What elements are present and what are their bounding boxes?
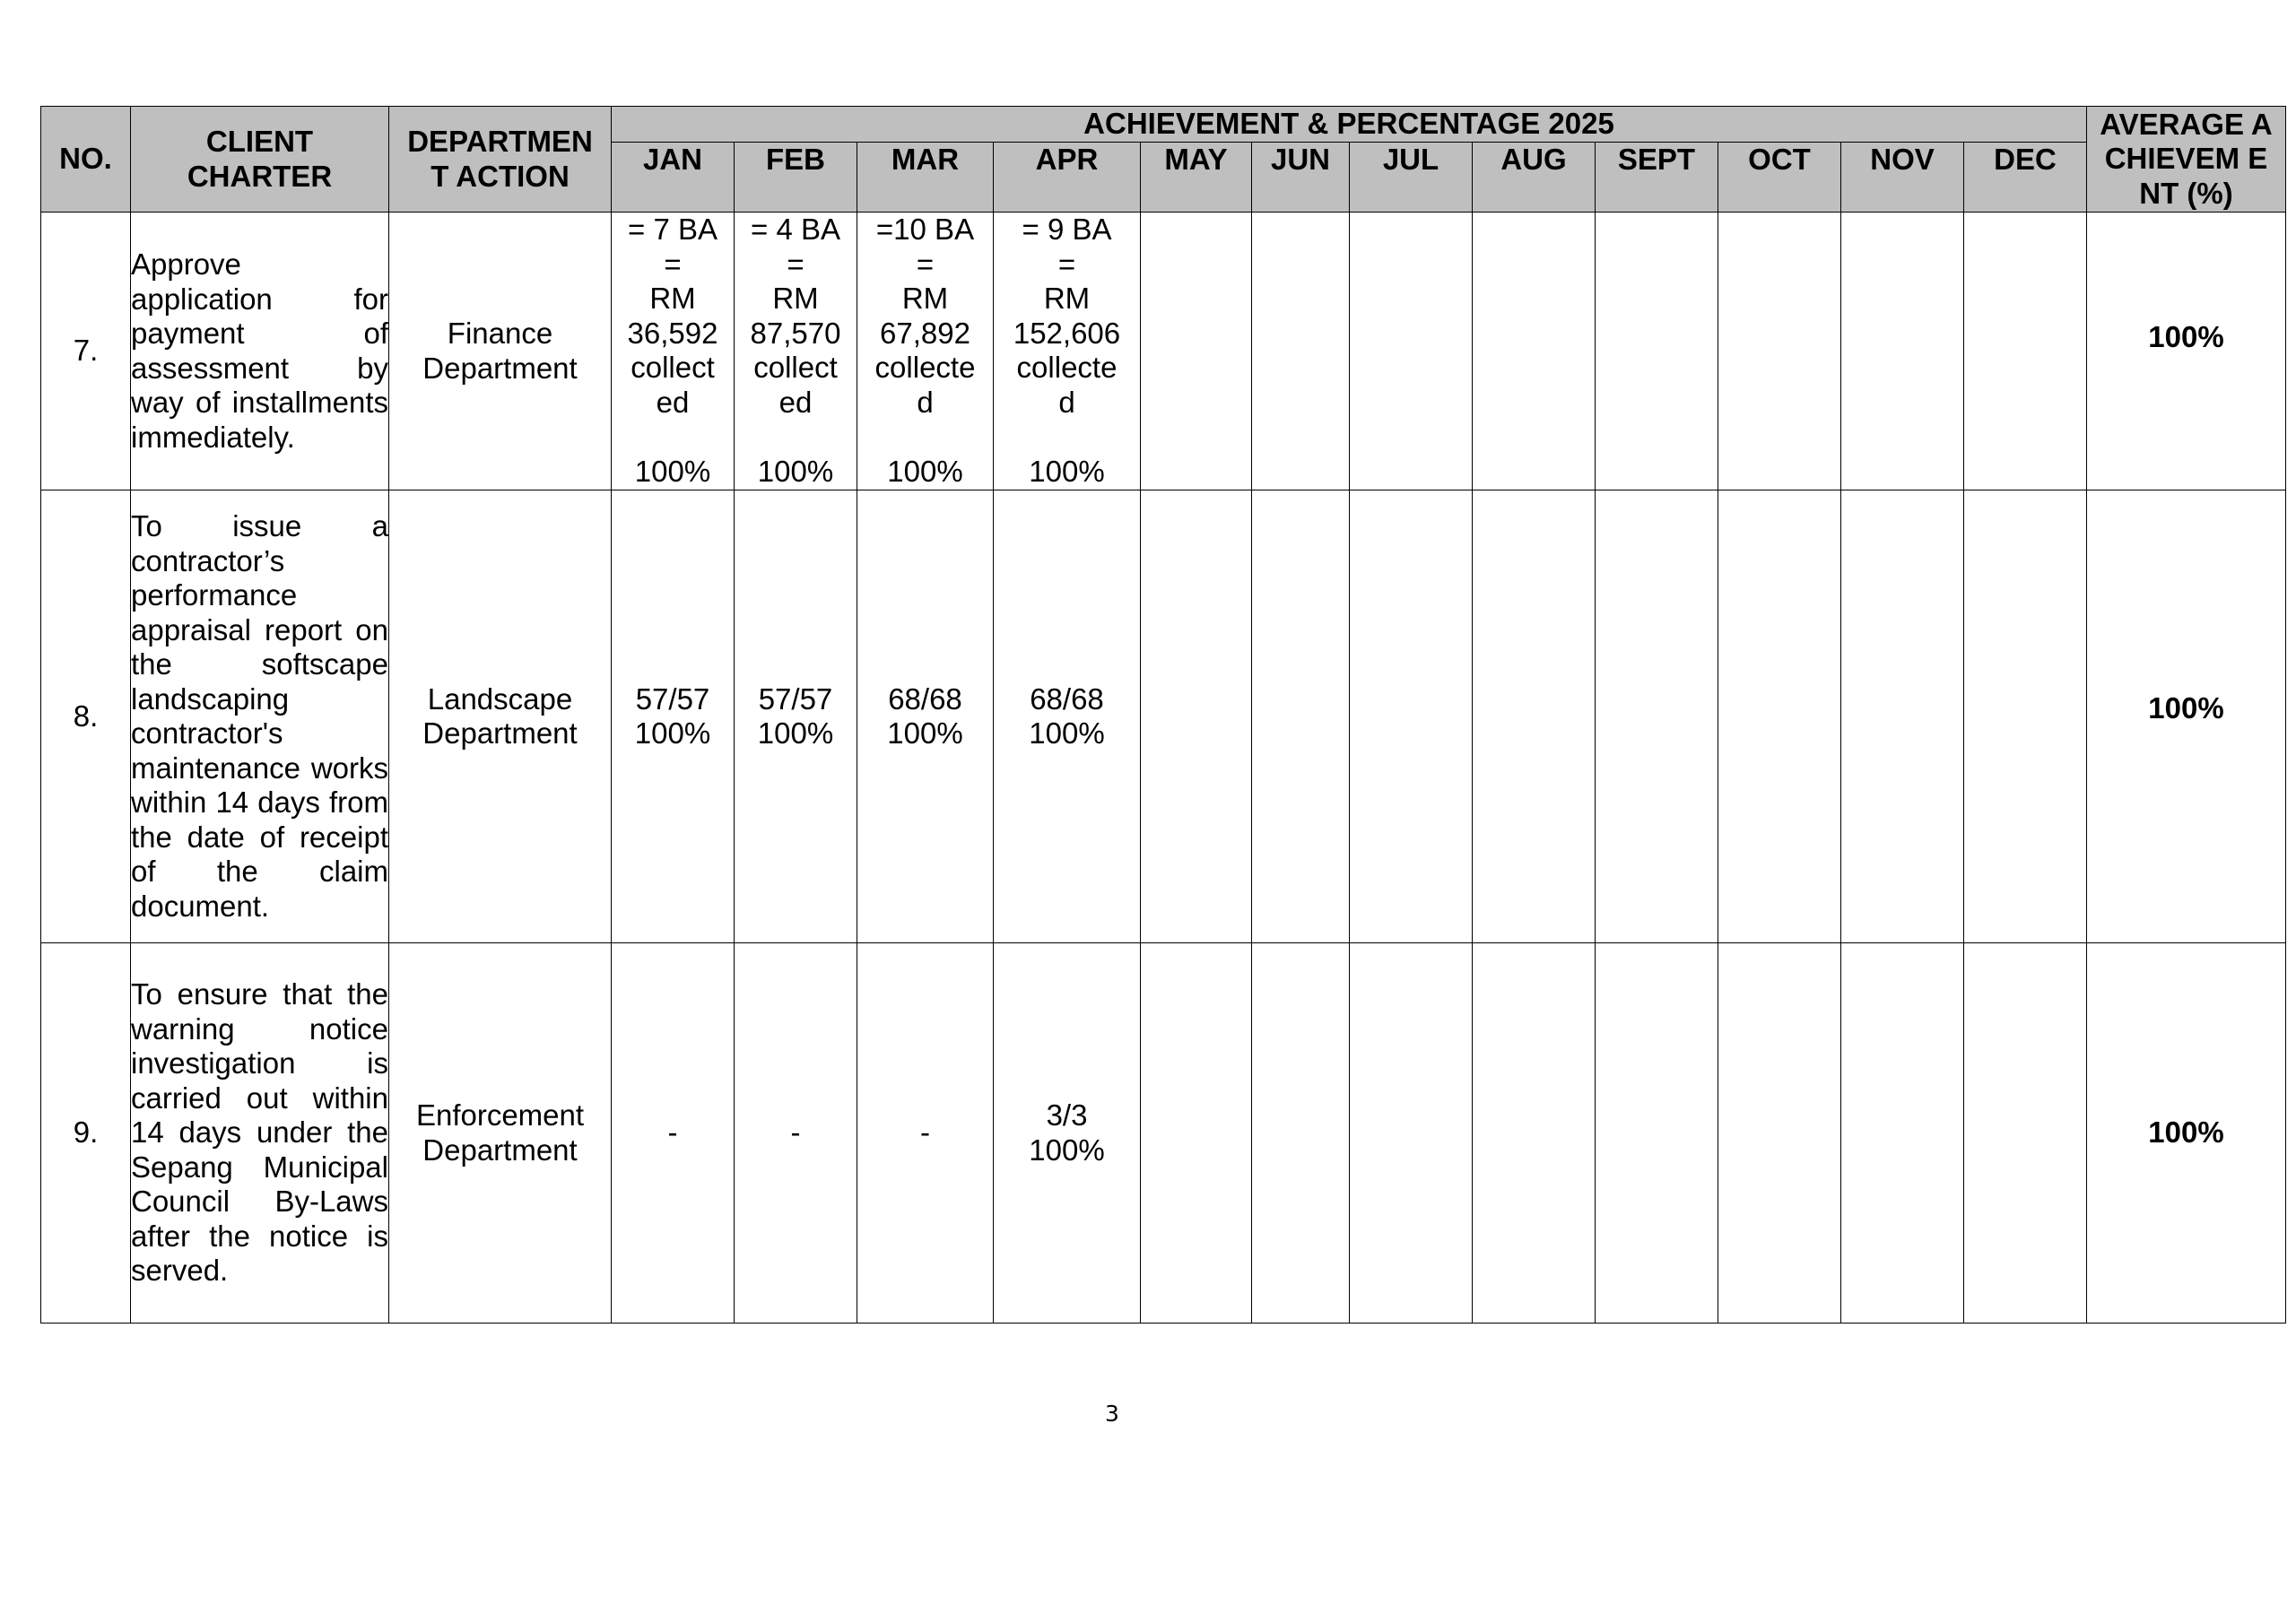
department-name: Finance Department <box>389 213 612 490</box>
month-achievement <box>1841 490 1964 943</box>
header-month: NOV <box>1841 143 1964 213</box>
month-achievement <box>1964 490 2087 943</box>
header-month: MAY <box>1141 143 1252 213</box>
header-month: JUL <box>1350 143 1473 213</box>
header-month: FEB <box>735 143 857 213</box>
page-number: 3 <box>1105 1401 1119 1427</box>
header-month: JUN <box>1252 143 1350 213</box>
table-row <box>41 490 2286 943</box>
header-achievement-group: ACHIEVEMENT & PERCENTAGE 2025 <box>612 107 2087 143</box>
month-achievement: - <box>612 943 735 1324</box>
client-charter-text: Approve application for payment of assessment by way of installments immediately. <box>131 213 389 490</box>
department-name: Landscape Department <box>389 490 612 943</box>
month-achievement <box>1841 943 1964 1324</box>
client-charter-text: To ensure that the warning notice investigation is carried out within 14 days under the Sepang Municipal Council By-Laws after the notice is served. <box>131 943 389 1324</box>
month-achievement: = 4 BA = RM 87,570 collect ed 100% <box>735 213 857 490</box>
header-no: NO. <box>41 107 131 213</box>
month-achievement <box>1964 213 2087 490</box>
header-month: SEPT <box>1596 143 1718 213</box>
client-charter-text: To issue a contractor’s performance appraisal report on the softscape landscaping contractor's maintenance works within 14 days from the date of receipt of the claim document. <box>131 490 389 943</box>
header-month: DEC <box>1964 143 2087 213</box>
row-number: 9. <box>41 943 131 1324</box>
month-achievement <box>1350 943 1473 1324</box>
month-achievement: 57/57 100% <box>735 490 857 943</box>
month-achievement <box>1252 490 1350 943</box>
month-achievement <box>1718 943 1841 1324</box>
month-achievement <box>1473 490 1596 943</box>
month-achievement <box>1350 213 1473 490</box>
header-month: AUG <box>1473 143 1596 213</box>
month-achievement <box>1141 490 1252 943</box>
month-achievement <box>1473 213 1596 490</box>
header-month: OCT <box>1718 143 1841 213</box>
month-achievement: 57/57 100% <box>612 490 735 943</box>
month-achievement <box>1964 943 2087 1324</box>
header-row-top <box>41 107 2286 143</box>
month-achievement <box>1841 213 1964 490</box>
month-achievement: =10 BA = RM 67,892 collecte d 100% <box>857 213 994 490</box>
header-month: JAN <box>612 143 735 213</box>
month-achievement <box>1718 490 1841 943</box>
client-charter-table <box>40 106 2286 1324</box>
month-achievement <box>1596 943 1718 1324</box>
row-number: 7. <box>41 213 131 490</box>
month-achievement: = 7 BA = RM 36,592 collect ed 100% <box>612 213 735 490</box>
month-achievement: 68/68 100% <box>857 490 994 943</box>
header-month: MAR <box>857 143 994 213</box>
month-achievement <box>1252 943 1350 1324</box>
month-achievement: - <box>735 943 857 1324</box>
average-achievement: 100% <box>2087 490 2286 943</box>
header-department-action: DEPARTMEN T ACTION <box>389 107 612 213</box>
month-achievement <box>1252 213 1350 490</box>
header-month: APR <box>994 143 1141 213</box>
average-achievement: 100% <box>2087 213 2286 490</box>
header-average-achievement: AVERAGE ACHIEVEM ENT (%) <box>2087 107 2286 213</box>
header-client-charter: CLIENT CHARTER <box>131 107 389 213</box>
table-row <box>41 213 2286 490</box>
month-achievement: - <box>857 943 994 1324</box>
department-name: Enforcement Department <box>389 943 612 1324</box>
month-achievement <box>1718 213 1841 490</box>
month-achievement <box>1141 213 1252 490</box>
month-achievement <box>1596 213 1718 490</box>
month-achievement <box>1596 490 1718 943</box>
table-row <box>41 943 2286 1324</box>
month-achievement: 68/68 100% <box>994 490 1141 943</box>
average-achievement: 100% <box>2087 943 2286 1324</box>
month-achievement: 3/3 100% <box>994 943 1141 1324</box>
month-achievement <box>1141 943 1252 1324</box>
row-number: 8. <box>41 490 131 943</box>
month-achievement <box>1350 490 1473 943</box>
month-achievement <box>1473 943 1596 1324</box>
month-achievement: = 9 BA = RM 152,606 collecte d 100% <box>994 213 1141 490</box>
